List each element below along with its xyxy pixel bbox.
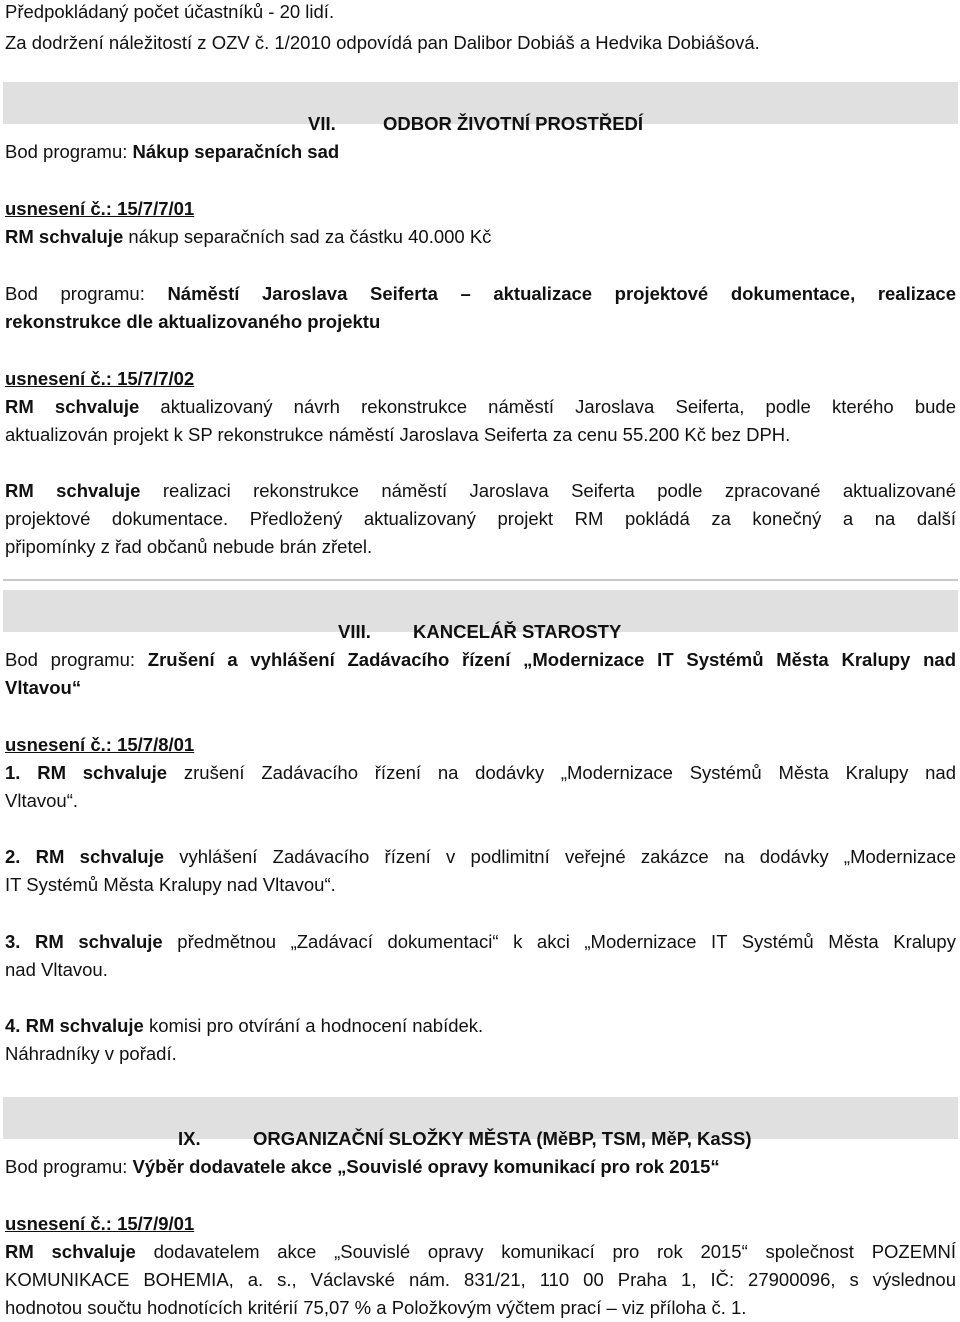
program-label: Bod programu:: [5, 283, 168, 304]
resolution-p1-line-1: [5, 393, 956, 421]
program-title: Náměstí Jaroslava Seiferta – aktualizace projektové dokumentace, realizace: [167, 283, 956, 304]
resolution-15-7-8-01: usnesení č.: 15/7/8/01: [5, 734, 195, 755]
rm-approves: RM schvaluje: [5, 226, 124, 247]
rm-approves: RM schvaluje: [5, 480, 141, 501]
item-1-line-2: Vltavou“.: [5, 790, 79, 811]
intro-line-1: Předpokládaný počet účastníků - 20 lidí.: [5, 1, 335, 22]
divider: [3, 579, 958, 581]
rm-approves: RM schvaluje: [37, 762, 168, 783]
item-number: 1.: [5, 762, 38, 783]
resolution-9-line-1: [5, 1238, 956, 1266]
item-body: zrušení Zadávacího řízení na dodávky „Modernizace Systémů Města Kralupy nad: [167, 762, 956, 783]
resolution-body: aktualizovaný návrh rekonstrukce náměstí Jaroslava Seiferta, podle kterého bude: [139, 396, 956, 417]
program-line-8b: Vltavou“: [5, 677, 82, 698]
program-title: Výběr dodavatele akce „Souvislé opravy komunikací pro rok 2015“: [132, 1156, 720, 1177]
resolution-9-line-3: hodnotou součtu hodnotících kritérií 75,07 % a Položkovým výčtem prací – viz příloha č. 1.: [5, 1297, 747, 1318]
rm-approves: RM schvaluje: [5, 1241, 136, 1262]
item-4-line-1: [5, 1012, 483, 1040]
section-viii-number: VIII.: [338, 621, 371, 642]
resolution-15-7-7-02: usnesení č.: 15/7/7/02: [5, 368, 195, 389]
resolution-text: [5, 223, 491, 251]
item-body: komisi pro otvírání a hodnocení nabídek.: [143, 1015, 484, 1036]
resolution-p2-line-3: připomínky z řad občanů nebude brán zřetel.: [5, 536, 373, 557]
item-3-line-2: nad Vltavou.: [5, 959, 108, 980]
program-label: Bod programu:: [5, 1156, 133, 1177]
resolution-15-7-9-01: usnesení č.: 15/7/9/01: [5, 1213, 195, 1234]
resolution-body: dodavatelem akce „Souvislé opravy komunikací pro rok 2015“ společnost POZEMNÍ: [135, 1241, 956, 1262]
item-number: 4.: [5, 1015, 26, 1036]
section-vii-number: VII.: [308, 113, 336, 134]
program-title: Nákup separačních sad: [132, 141, 340, 162]
rm-approves: RM schvaluje: [35, 931, 163, 952]
section-ix-title: ORGANIZAČNÍ SLOŽKY MĚSTA (MěBP, TSM, MěP, KaSS): [253, 1128, 752, 1149]
item-2-line-2: IT Systémů Města Kralupy nad Vltavou“.: [5, 874, 336, 895]
item-3-line-1: [5, 928, 956, 956]
rm-approves: RM schvaluje: [5, 396, 140, 417]
section-ix-number: IX.: [178, 1128, 201, 1149]
rm-approves: RM schvaluje: [35, 846, 165, 867]
program-line-2a: [5, 280, 956, 308]
item-body: předmětnou „Zadávací dokumentaci“ k akci „Modernizace IT Systémů Města Kralupy: [162, 931, 956, 952]
resolution-p2-line-2: projektové dokumentace. Předložený aktualizovaný projekt RM pokládá za konečný a na další: [5, 508, 956, 529]
item-2-line-1: [5, 843, 956, 871]
program-title: Zrušení a vyhlášení Zadávacího řízení „Modernizace IT Systémů Města Kralupy nad: [147, 649, 956, 670]
item-1-line-1: [5, 759, 956, 787]
intro-line-2: Za dodržení náležitostí z OZV č. 1/2010 odpovídá pan Dalibor Dobiáš a Hedvika Dobiášová.: [5, 32, 760, 53]
section-viii-title: KANCELÁŘ STAROSTY: [413, 621, 622, 642]
program-label: Bod programu:: [5, 141, 133, 162]
item-body: vyhlášení Zadávacího řízení v podlimitní veřejné zakázce na dodávky „Modernizace: [164, 846, 956, 867]
resolution-15-7-7-01: usnesení č.: 15/7/7/01: [5, 198, 195, 219]
program-label: Bod programu:: [5, 649, 148, 670]
program-line-1: [5, 138, 339, 166]
section-vii-title: ODBOR ŽIVOTNÍ PROSTŘEDÍ: [383, 113, 644, 134]
item-4-line-2: Náhradníky v pořadí.: [5, 1043, 177, 1064]
item-number: 3.: [5, 931, 36, 952]
resolution-9-line-2: KOMUNIKACE BOHEMIA, a. s., Václavské nám. 831/21, 110 00 Praha 1, IČ: 27900096, s výslednou: [5, 1269, 956, 1290]
resolution-p2-line-1: [5, 477, 956, 505]
program-line-9: [5, 1153, 720, 1181]
resolution-body: nákup separačních sad za částku 40.000 Kč: [123, 226, 492, 247]
item-number: 2.: [5, 846, 36, 867]
program-line-2b: rekonstrukce dle aktualizovaného projektu: [5, 311, 381, 332]
resolution-p1-line-2: aktualizován projekt k SP rekonstrukce náměstí Jaroslava Seiferta za cenu 55.200 Kč bez DPH.: [5, 424, 791, 445]
rm-approves: RM schvaluje: [25, 1015, 144, 1036]
resolution-body: realizaci rekonstrukce náměstí Jaroslava Seiferta podle zpracované aktualizované: [140, 480, 956, 501]
program-line-8a: [5, 646, 956, 674]
